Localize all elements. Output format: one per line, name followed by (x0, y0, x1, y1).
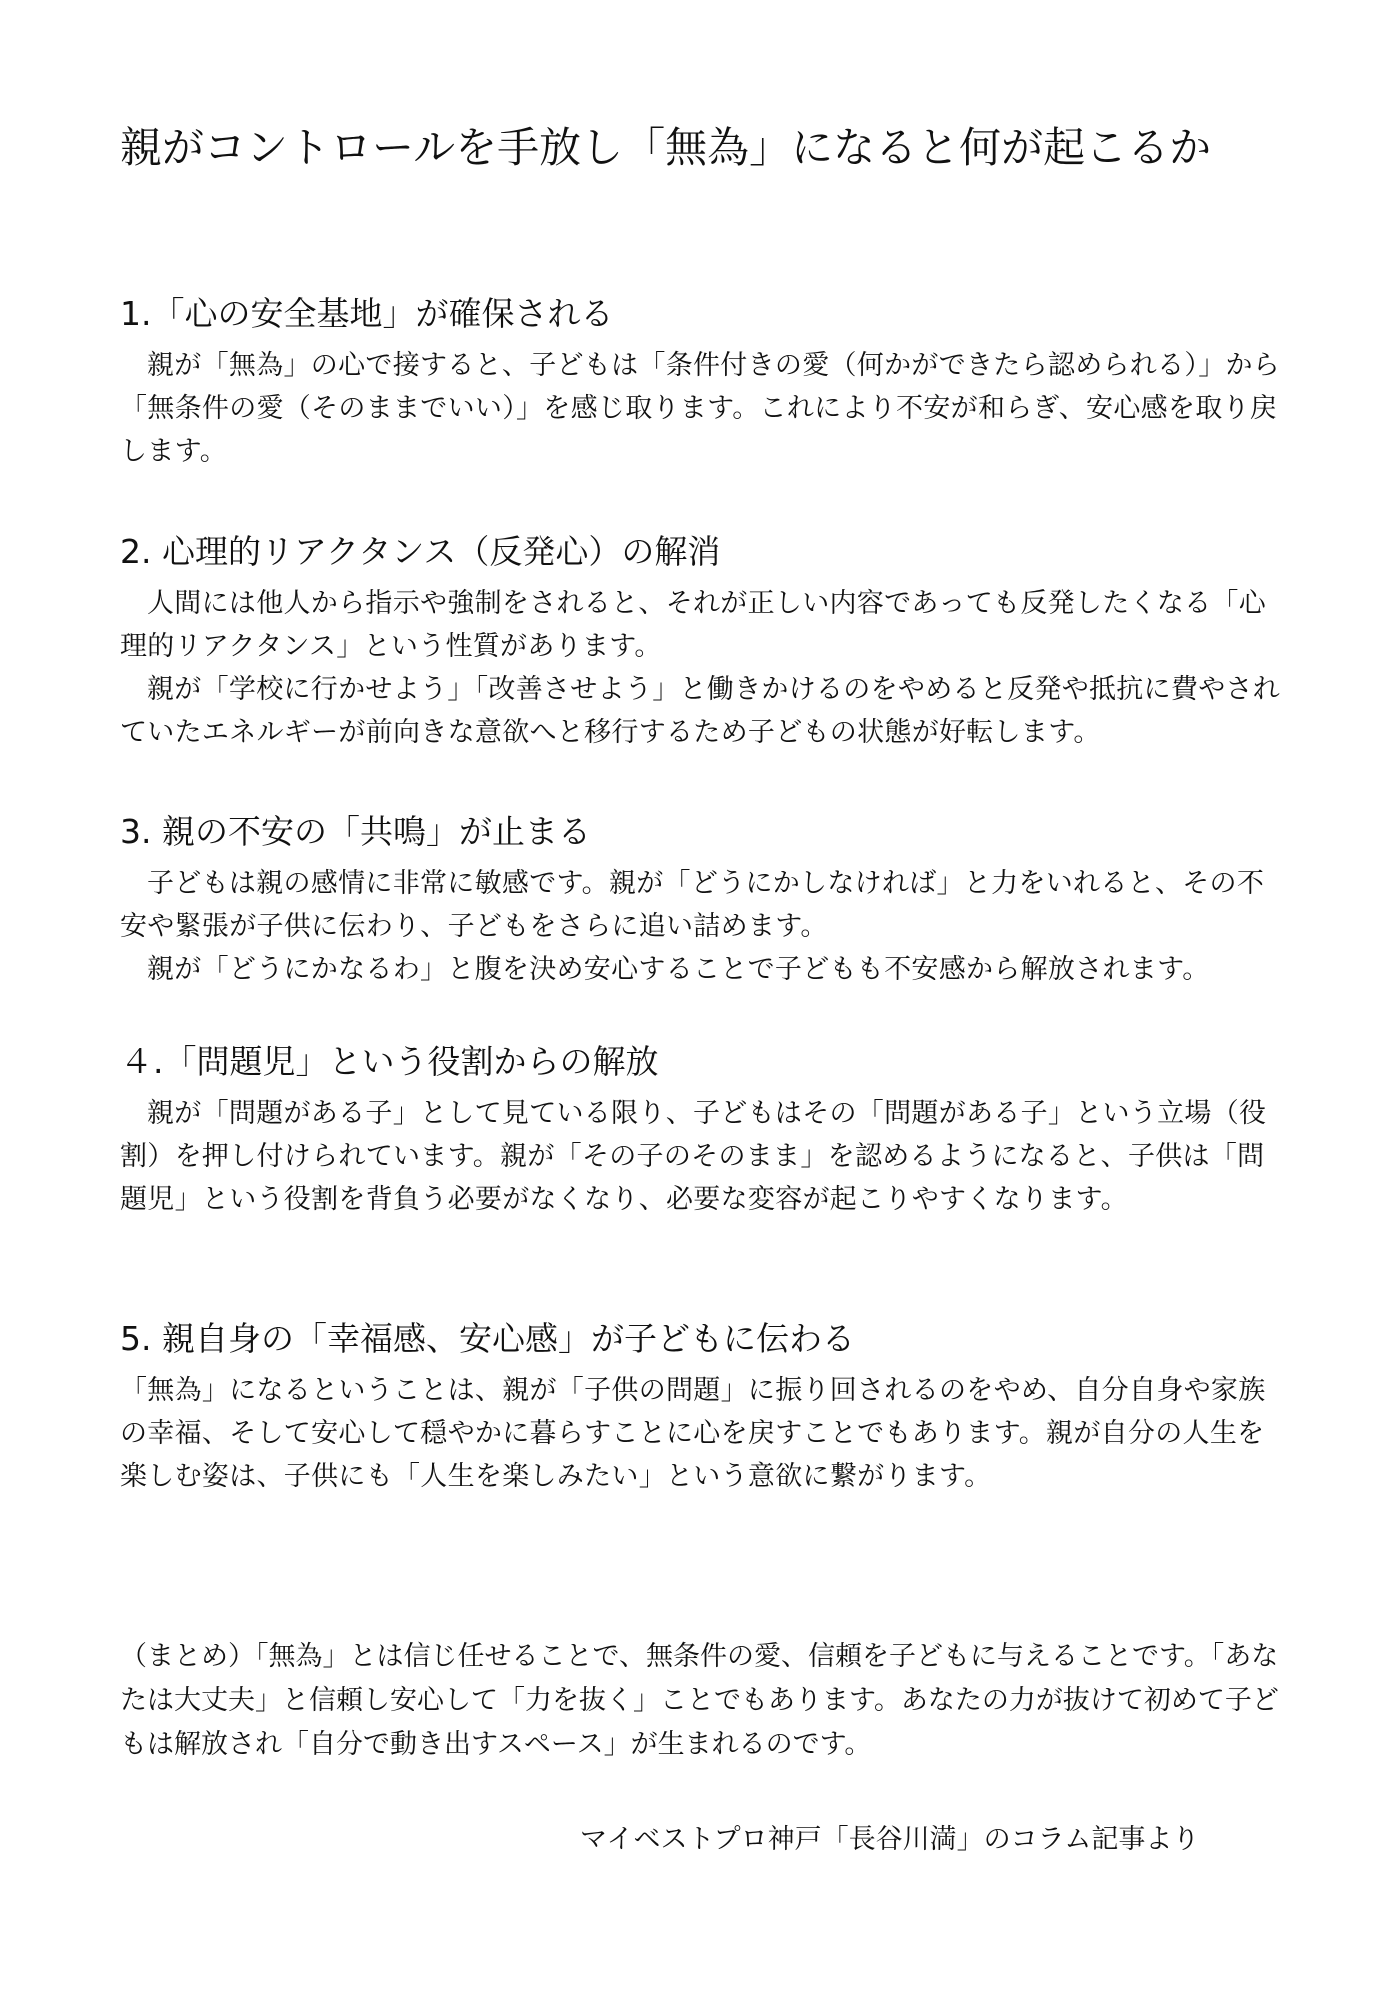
section-heading: 3. 親の不安の「共鳴」が止まる (120, 812, 591, 851)
section-paragraph: 親が「無為」の心で接すると、子どもは「条件付きの愛（何かができたら認められる）」から「無条件の愛（そのままでいい）」を感じ取ります。これにより不安が和らぎ、安心感を取り戻します。 (120, 350, 1281, 467)
source-credit: マイベストプロ神戸「長谷川満」のコラム記事より (580, 1824, 1200, 1855)
section-paragraph: 親が「どうにかなるわ」と腹を決め安心することで子どもも不安感から解放されます。 (147, 954, 1210, 985)
section-3 (120, 810, 1290, 991)
section-paragraph: 親が「問題がある子」として見ている限り、子どもはその「問題がある子」という立場（役割）を押し付けられています。親が「その子のそのまま」を認めるようになると、子供は「問題児」という役割を背負う必要がなくなり、必要な変容が起こりやすくなります。 (120, 1098, 1267, 1215)
section-heading: ４.「問題児」という役割からの解放 (120, 1042, 659, 1081)
section-paragraph: 人間には他人から指示や強制をされると、それが正しい内容であっても反発したくなる「心理的リアクタンス」という性質があります。 (120, 588, 1267, 662)
section-paragraph: 「無為」になるということは、親が「子供の問題」に振り回されるのをやめ、自分自身や家族の幸福、そして安心して穏やかに暮らすことに心を戻すことでもあります。親が自分の人生を楽しむ姿は、子供にも「人生を楽しみたい」という意欲に繋がります。 (120, 1375, 1266, 1492)
summary-paragraph: （まとめ）「無為」とは信じ任せることで、無条件の愛、信頼を子どもに与えることです。「あなたは大丈夫」と信頼し安心して「力を抜く」ことでもあります。あなたの力が抜けて初めて子どもは解放され「自分で動き出すスペース」が生まれるのです。 (120, 1641, 1279, 1760)
section-5 (120, 1317, 1290, 1498)
section-1 (120, 292, 1290, 473)
page-title: 親がコントロールを手放し「無為」になると何が起こるか (120, 123, 1212, 172)
section-paragraph: 子どもは親の感情に非常に敏感です。親が「どうにかしなければ」と力をいれると、その不安や緊張が子供に伝わり、子どもをさらに追い詰めます。 (120, 868, 1265, 942)
section-2 (120, 530, 1290, 754)
section-heading: 2. 心理的リアクタンス（反発心）の解消 (120, 532, 721, 571)
section-heading: 5. 親自身の「幸福感、安心感」が子どもに伝わる (120, 1319, 855, 1358)
section-4 (120, 1040, 1290, 1221)
section-heading: 1.「心の安全基地」が確保される (120, 294, 614, 333)
section-paragraph: 親が「学校に行かせよう」「改善させよう」と働きかけるのをやめると反発や抵抗に費やされていたエネルギーが前向きな意欲へと移行するため子どもの状態が好転します。 (120, 674, 1281, 748)
